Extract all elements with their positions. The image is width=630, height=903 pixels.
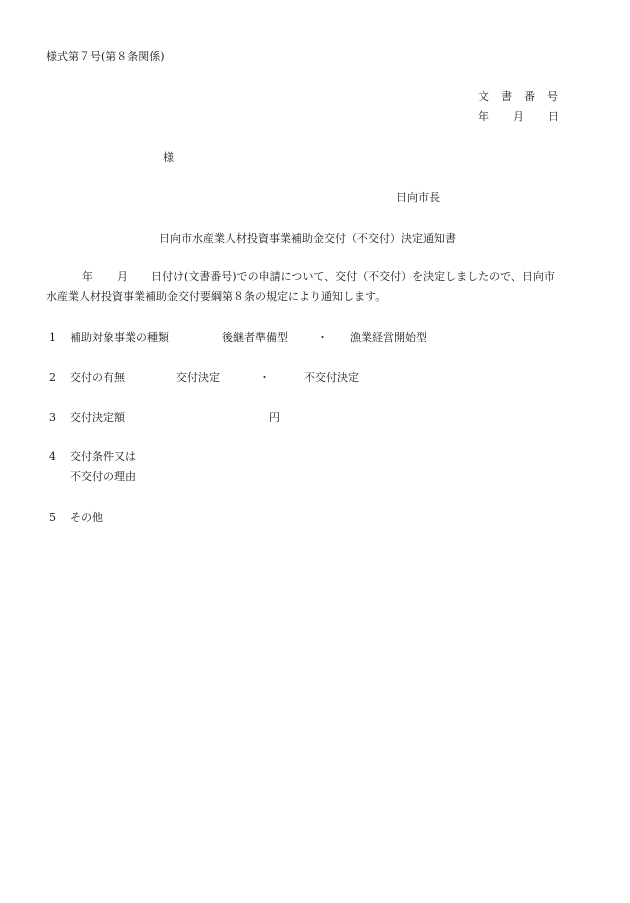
item-label: 交付の有無 (70, 371, 125, 384)
option-separator: ・ (259, 371, 270, 384)
form-number: 様式第７号(第８条関係) (46, 50, 165, 63)
option-successor: 後継者準備型 (222, 331, 288, 344)
date-year: 年 (478, 110, 489, 123)
option-separator: ・ (317, 331, 328, 344)
body-line-2: 水産業人材投資事業補助金交付要綱第８条の規定により通知します。 (46, 290, 387, 303)
body-year: 年 (82, 270, 93, 283)
option-non-grant-decision: 不交付決定 (304, 371, 359, 384)
doc-number-char: 文 (478, 90, 489, 103)
document-number-label (478, 90, 558, 104)
option-business-start: 漁業経営開始型 (350, 331, 427, 344)
date-day: 日 (548, 110, 559, 123)
item-label-continued: 不交付の理由 (70, 470, 136, 483)
item-number: 4 (49, 450, 56, 463)
amount-unit: 円 (269, 411, 280, 424)
doc-number-char: 書 (501, 90, 512, 103)
item-label: 交付決定額 (70, 411, 125, 424)
item-label: 交付条件又は (70, 450, 136, 463)
doc-number-char: 号 (547, 90, 558, 103)
item-number: 2 (49, 371, 56, 384)
date-month: 月 (513, 110, 524, 123)
item-label: 補助対象事業の種類 (70, 331, 169, 344)
item-number: 3 (49, 411, 56, 424)
document-title: 日向市水産業人材投資事業補助金交付（不交付）決定通知書 (159, 232, 456, 245)
doc-number-char: 番 (524, 90, 535, 103)
issuer: 日向市長 (396, 191, 440, 204)
addressee-suffix: 様 (163, 151, 174, 164)
item-label: その他 (70, 511, 103, 524)
item-number: 5 (49, 511, 56, 524)
body-month: 月 (117, 270, 128, 283)
item-number: 1 (49, 331, 56, 344)
option-grant-decision: 交付決定 (176, 371, 220, 384)
body-line-1: 日付け(文書番号)での申請について、交付（不交付）を決定しましたので、日向市 (151, 270, 555, 283)
